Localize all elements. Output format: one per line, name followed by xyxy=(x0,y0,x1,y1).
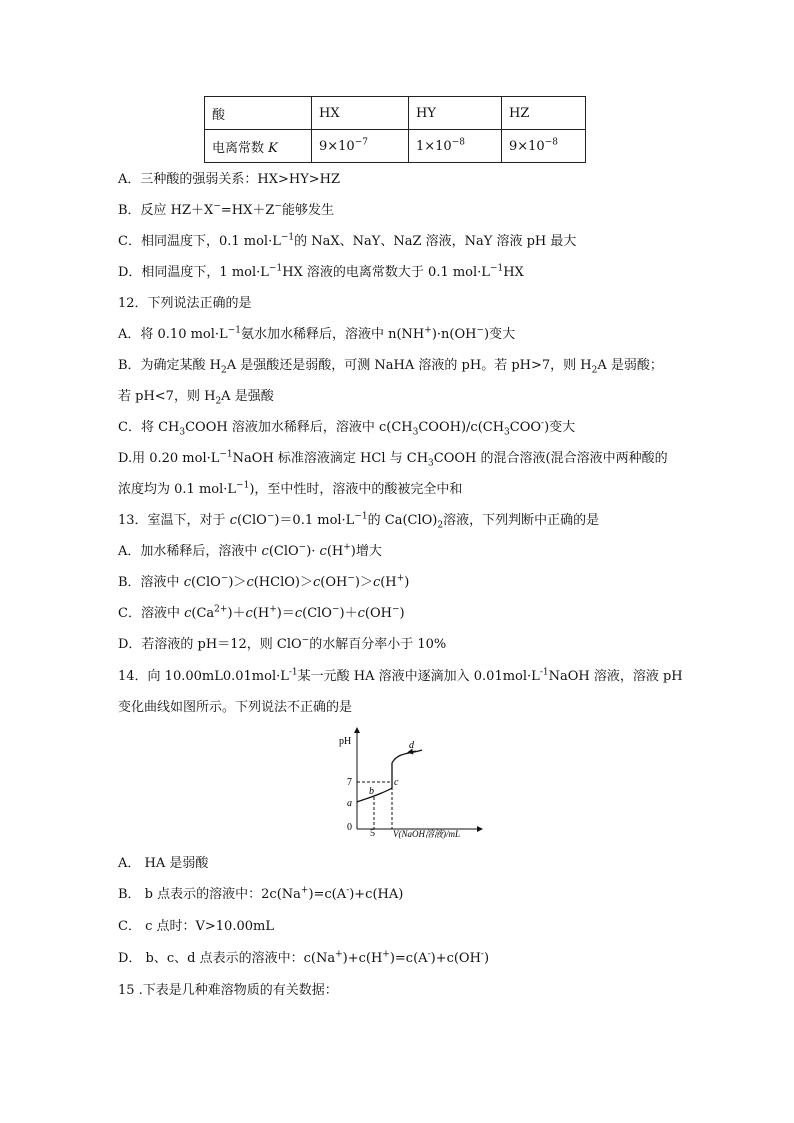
q14-option-d: D． b、c、d 点表示的溶液中：c(Na+)+c(H+)=c(A-)+c(OH-) xyxy=(118,949,490,966)
tick-label-5: 5 xyxy=(370,828,375,839)
q12-option-d-cont: 浓度均为 0.1 $mol\cdot L^{-1}$)，至中性时，溶液中的酸被完全中和 xyxy=(118,480,463,497)
q12-option-a: A．将 0.10 $mol\cdot L^{-1}$氨水加水稀释后，溶液中 n(NH+)·n(OH−)变大 xyxy=(118,325,516,342)
point-b-label: b xyxy=(369,786,374,797)
titration-curve-figure xyxy=(330,726,500,842)
x-axis-label: V(NaOH溶液)/mL xyxy=(393,829,460,839)
q14-stem-cont: 变化曲线如图所示。下列说法不正确的是 xyxy=(118,700,353,715)
q12-option-d: D.用 0.20 $mol\cdot L^{-1}NaOH$ 标准溶液滴定 HCl 与 $CH_3COOH$ 的混合溶液(混合溶液中两种酸的 xyxy=(118,449,668,469)
q12-option-b: B．为确定某酸 $H_2A$ 是强酸还是弱酸，可测 NaHA 溶液的 pH。若 pH>7，则 $H_2A$ 是弱酸； xyxy=(118,358,663,376)
table-header-cell: 酸 xyxy=(205,97,312,130)
table-header-row xyxy=(205,97,586,130)
point-d-label: d xyxy=(409,740,414,751)
origin-label: 0 xyxy=(347,822,352,833)
table-header-cell: HZ xyxy=(502,97,586,130)
q13-option-d: D．若溶液的 pH＝12，则 ClO−的水解百分率小于 10% xyxy=(118,635,447,652)
table-row-label: 电离常数 K xyxy=(205,130,312,163)
q11-option-d: D．相同温度下，1 $mol\cdot L^{-1}HX$ 溶液的电离常数大于 0.1 $mol\cdot L^{-1}HX$ xyxy=(118,263,524,280)
q13-option-b: B．溶液中 c(ClO−)＞c(HClO)＞c(OH−)＞c(H+) xyxy=(118,573,410,590)
table-header-cell: HY xyxy=(409,97,502,130)
q14-option-b: B． b 点表示的溶液中：2c(Na+)=c(A-)+c(HA) xyxy=(118,885,404,902)
q11-option-a: A．三种酸的强弱关系：HX>HY>HZ xyxy=(118,172,341,187)
q13-option-c: C．溶液中 $c(Ca^{2+})+c(H^+)=c(ClO^-)+c(OH^-)$ xyxy=(118,604,405,621)
q13-option-a: A．加水稀释后，溶液中 c(ClO−)· c(H+)增大 xyxy=(118,542,382,559)
q15-stem: 15 .下表是几种难溶物质的有关数据： xyxy=(118,983,338,998)
table-cell-hz: $9\times 10^{-8}$ xyxy=(502,130,586,163)
q14-option-c: C． c 点时：V>10.00mL xyxy=(118,919,274,934)
table-header-cell: HX xyxy=(312,97,409,130)
q11-option-c: C．相同温度下，0.1 $mol\cdot L^{-1}$的 NaX、NaY、NaZ 溶液，NaY 溶液 pH 最大 xyxy=(118,232,577,249)
point-a-label: a xyxy=(347,798,352,809)
tick-label-7: 7 xyxy=(347,777,352,788)
table-cell-hx: $9\times 10^{-7}$ xyxy=(312,130,409,163)
titration-curve xyxy=(357,750,422,802)
ionization-constant-table xyxy=(204,96,586,163)
table-cell-hy: $1\times 10^{-8}$ xyxy=(409,130,502,163)
q13-stem: 13．室温下，对于 c(ClO−)＝0.1 $mol\cdot L^{-1}$的 $Ca(ClO)_2$溶液，下列判断中正确的是 xyxy=(118,511,600,531)
point-c-label: c xyxy=(394,777,399,788)
q14-stem: 14．向 $10.00mL0.01mol\cdot L^{-1}$某一元酸 HA 溶液中逐滴加入 $0.01mol\cdot L^{-1}NaOH$ 溶液，溶液 pH xyxy=(118,667,683,684)
q14-option-a: A． HA 是弱酸 xyxy=(118,856,209,871)
y-axis-label: pH xyxy=(339,736,352,747)
q12-stem: 12．下列说法正确的是 xyxy=(118,296,252,311)
q12-option-c: C．将 $CH_3COOH$ 溶液加水稀释后，溶液中 $c(CH_3COOH)/c(CH_3COO^-)$变大 xyxy=(118,418,576,438)
q11-option-b: B．反应 HZ＋X−=HX＋Z−能够发生 xyxy=(118,201,334,218)
q12-option-b-cont: 若 pH<7，则 $H_2A$ 是强酸 xyxy=(118,389,274,407)
table-row xyxy=(205,130,586,163)
